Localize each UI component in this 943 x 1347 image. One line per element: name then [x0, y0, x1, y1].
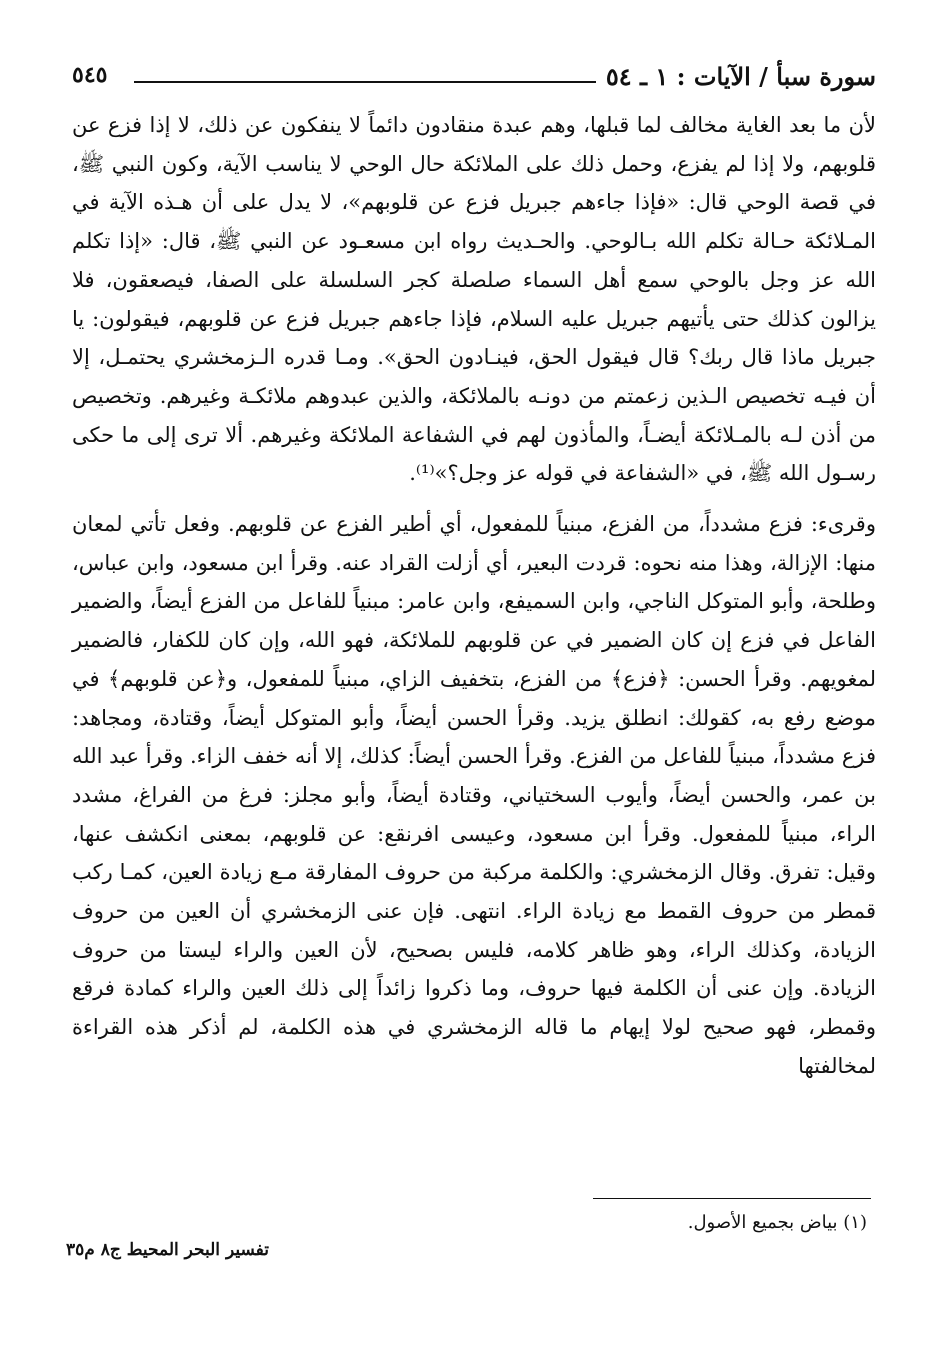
- paragraph-1: لأن ما بعد الغاية مخالف لما قبلها، وهم عبدة منقادون دائماً لا ينفكون عن ذلك، لا إذا فزع عن قلوبهم، ولا إذا لم يفزع، وحمل ذلك على الملائكة حال الوحي لا يناسب الآية، وكون النبي ﷺ، في قصة الوحي قال: «فإذا جاءهم جبريل فزع عن قلوبهم»، لا يدل على أن هـذه الآية في المـلائكة حـالة تكلم الله بـالوحي. والحـديث رواه ابن مسعـود عن النبي ﷺ، قال: «إذا تكلم الله عز وجل بالوحي سمع أهل السماء صلصلة كجر السلسلة على الصفا، فيصعقون، فلا يزالون كذلك حتى يأتيهم جبريل عليه السلام، فإذا جاءهم جبريل فزع عن قلوبهم، فيقولون: يا جبريل ماذا قال ربك؟ قال فيقول الحق، فينـادون الحق». ومـا قدره الـزمخشري يحتمـل، إلا أن فيـه تخصيص الـذين زعمتم من دونـه بالملائكة، والذين عبدوهم ملائكـة وغيرهم. وتخصيص من أذن لـه بالمـلائكة أيضـاً، والمأذون لهم في الشفاعة الملائكة وغيرهم. ألا ترى إلى ما حكى رسـول الله ﷺ، في «الشفاعة في قوله عز وجل؟»⁽¹⁾.: [72, 113, 876, 486]
- footnote-divider: [593, 1198, 871, 1199]
- book-signature: تفسير البحر المحيط ج٨ م٣٥: [66, 1240, 269, 1260]
- page-number: ٥٤٥: [72, 62, 117, 88]
- footnote: (١) بياض بجميع الأصول.: [687, 1212, 867, 1233]
- main-text: [72, 106, 876, 1086]
- surah-title: سورة سبأ / الآيات : ١ ـ ٥٤: [596, 62, 876, 91]
- header-rule: [134, 81, 626, 83]
- paragraph-2: وقرىء: فزع مشدداً، من الفزع، مبنياً للمفعول، أي أطير الفزع عن قلوبهم. وفعل تأتي لمعان منها: الإزالة، وهذا منه نحوه: قردت البعير، أي أزلت القراد عنه. وقرأ ابن مسعود، وابن عباس، وطلحة، وأبو المتوكل الناجي، وابن السميفع، وابن عامر: مبنياً للفاعل من الفزع أيضاً، والضمير الفاعل في فزع إن كان الضمير في عن قلوبهم للملائكة، فهو الله، وإن كان للكفار، فالضمير لمغويهم. وقرأ الحسن: ﴿فزع﴾ من الفزع، بتخفيف الزاي، مبنياً للمفعول، و﴿عن قلوبهم﴾ في موضع رفع به، كقولك: انطلق يزيد. وقرأ الحسن أيضاً، وأبو المتوكل أيضاً، وقتادة، ومجاهد: فزع مشدداً، مبنياً للفاعل من الفزع. وقرأ الحسن أيضاً: كذلك، إلا أنه خفف الزاء. وقرأ عبد الله بن عمر، والحسن أيضاً، وأيوب السختياني، وقتادة أيضاً، وأبو مجلز: فرغ من الفراغ، مشدد الراء، مبنياً للمفعول. وقرأ ابن مسعود، وعيسى افرنقع: عن قلوبهم، بمعنى انكشف عنها، وقيل: تفرق. وقال الزمخشري: والكلمة مركبة من حروف المفارقة مـع زيادة العين، كمـا ركب قمطر من حروف القمط مع زيادة الراء. انتهى. فإن عنى الزمخشري أن العين من حروف الزيادة، وكذلك الراء، وهو ظاهر كلامه، فليس بصحيح، لأن العين والراء ليستا من حروف الزيادة. وإن عنى أن الكلمة فيها حروف، وما ذكروا زائداً إلى ذلك العين والراء كمادة فرقع وقمطر، فهو صحيح لولا إيهام ما قاله الزمخشري في هذه الكلمة، لم أذكر هذه القراءة لمخالفتها: [72, 512, 876, 1078]
- running-header: [72, 58, 876, 92]
